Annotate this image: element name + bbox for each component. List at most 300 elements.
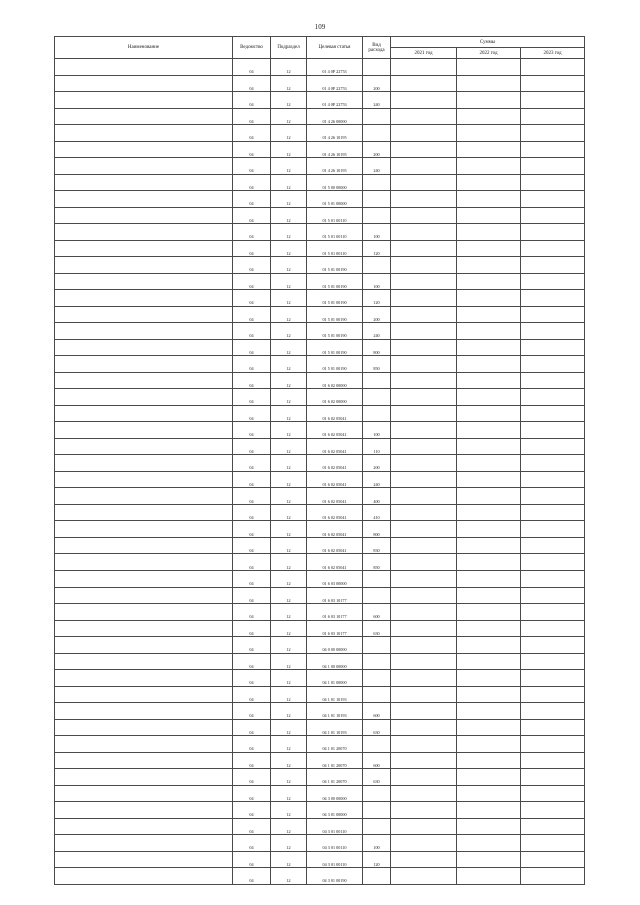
table-row <box>55 405 585 422</box>
cell-ministry: 04 <box>233 306 271 323</box>
cell-name <box>55 653 233 670</box>
cell-expense-type: 800 <box>363 521 391 538</box>
cell-expense-type: 120 <box>363 290 391 307</box>
cell-2023 <box>521 438 585 455</box>
cell-2021 <box>391 125 457 142</box>
cell-name <box>55 323 233 340</box>
cell-target-item: 01 6 02 05041 <box>307 537 363 554</box>
cell-expense-type: 850 <box>363 356 391 373</box>
cell-section: 12 <box>271 851 307 868</box>
cell-target-item: 04 3 01 00110 <box>307 851 363 868</box>
cell-target-item: 04 1 01 10193 <box>307 686 363 703</box>
cell-2023 <box>521 257 585 274</box>
cell-expense-type <box>363 59 391 76</box>
cell-expense-type: 400 <box>363 488 391 505</box>
cell-name <box>55 868 233 885</box>
table-row <box>55 438 585 455</box>
cell-name <box>55 207 233 224</box>
cell-expense-type <box>363 653 391 670</box>
cell-2023 <box>521 752 585 769</box>
cell-2021 <box>391 207 457 224</box>
cell-2021 <box>391 224 457 241</box>
cell-2022 <box>457 405 521 422</box>
cell-expense-type: 100 <box>363 224 391 241</box>
cell-2021 <box>391 587 457 604</box>
cell-section: 12 <box>271 75 307 92</box>
header-name: Наименование <box>55 37 233 59</box>
cell-2022 <box>457 752 521 769</box>
table-row <box>55 851 585 868</box>
cell-name <box>55 736 233 753</box>
cell-target-item: 01 5 01 00190 <box>307 273 363 290</box>
cell-expense-type <box>363 736 391 753</box>
cell-name <box>55 75 233 92</box>
cell-name <box>55 306 233 323</box>
cell-section: 12 <box>271 273 307 290</box>
cell-name <box>55 686 233 703</box>
cell-target-item: 01 6 02 05041 <box>307 455 363 472</box>
cell-target-item: 01 5 01 00190 <box>307 306 363 323</box>
cell-name <box>55 438 233 455</box>
cell-2021 <box>391 818 457 835</box>
cell-name <box>55 570 233 587</box>
cell-target-item: 01 4 26 00000 <box>307 108 363 125</box>
cell-expense-type <box>363 405 391 422</box>
header-ministry: Ведомство <box>233 37 271 59</box>
cell-name <box>55 703 233 720</box>
cell-2021 <box>391 438 457 455</box>
cell-2023 <box>521 521 585 538</box>
cell-2023 <box>521 719 585 736</box>
cell-expense-type: 120 <box>363 851 391 868</box>
cell-expense-type: 240 <box>363 158 391 175</box>
cell-2021 <box>391 158 457 175</box>
header-sums: Суммы <box>391 37 585 48</box>
cell-target-item: 01 4 0Р 22753 <box>307 75 363 92</box>
cell-expense-type: 110 <box>363 438 391 455</box>
cell-2022 <box>457 802 521 819</box>
cell-2021 <box>391 703 457 720</box>
cell-ministry: 04 <box>233 637 271 654</box>
cell-2022 <box>457 389 521 406</box>
cell-2023 <box>521 686 585 703</box>
cell-ministry: 04 <box>233 273 271 290</box>
cell-ministry: 04 <box>233 257 271 274</box>
cell-ministry: 04 <box>233 92 271 109</box>
cell-2021 <box>391 686 457 703</box>
table-row <box>55 686 585 703</box>
cell-section: 12 <box>271 224 307 241</box>
cell-section: 12 <box>271 785 307 802</box>
cell-2022 <box>457 637 521 654</box>
cell-2023 <box>521 620 585 637</box>
cell-name <box>55 92 233 109</box>
cell-2023 <box>521 141 585 158</box>
cell-name <box>55 273 233 290</box>
cell-expense-type <box>363 257 391 274</box>
cell-section: 12 <box>271 554 307 571</box>
cell-2023 <box>521 356 585 373</box>
cell-section: 12 <box>271 257 307 274</box>
cell-2022 <box>457 769 521 786</box>
cell-2023 <box>521 455 585 472</box>
cell-2021 <box>391 521 457 538</box>
cell-ministry: 04 <box>233 554 271 571</box>
cell-2022 <box>457 851 521 868</box>
cell-expense-type <box>363 191 391 208</box>
cell-2022 <box>457 75 521 92</box>
cell-2021 <box>391 92 457 109</box>
cell-2021 <box>391 108 457 125</box>
cell-target-item: 01 5 01 00190 <box>307 257 363 274</box>
cell-ministry: 04 <box>233 537 271 554</box>
cell-ministry: 04 <box>233 620 271 637</box>
cell-2022 <box>457 356 521 373</box>
cell-expense-type <box>363 587 391 604</box>
cell-name <box>55 174 233 191</box>
cell-2022 <box>457 273 521 290</box>
cell-section: 12 <box>271 703 307 720</box>
cell-section: 12 <box>271 521 307 538</box>
cell-target-item: 01 6 02 05041 <box>307 488 363 505</box>
cell-2022 <box>457 785 521 802</box>
table-row <box>55 323 585 340</box>
cell-target-item: 04 1 01 10193 <box>307 703 363 720</box>
cell-section: 12 <box>271 570 307 587</box>
cell-2023 <box>521 323 585 340</box>
cell-2023 <box>521 273 585 290</box>
table-row <box>55 207 585 224</box>
cell-target-item: 01 6 02 05041 <box>307 521 363 538</box>
cell-2021 <box>391 257 457 274</box>
cell-2022 <box>457 240 521 257</box>
cell-ministry: 04 <box>233 570 271 587</box>
cell-ministry: 04 <box>233 356 271 373</box>
cell-target-item: 01 5 01 00190 <box>307 356 363 373</box>
cell-ministry: 04 <box>233 653 271 670</box>
table-row <box>55 785 585 802</box>
cell-2022 <box>457 554 521 571</box>
cell-target-item: 04 1 01 00000 <box>307 670 363 687</box>
cell-2023 <box>521 504 585 521</box>
cell-name <box>55 587 233 604</box>
cell-section: 12 <box>271 653 307 670</box>
cell-ministry: 04 <box>233 719 271 736</box>
table-row <box>55 158 585 175</box>
cell-name <box>55 141 233 158</box>
cell-2022 <box>457 207 521 224</box>
cell-expense-type: 240 <box>363 92 391 109</box>
cell-target-item: 04 1 01 20070 <box>307 752 363 769</box>
cell-ministry: 04 <box>233 191 271 208</box>
cell-target-item: 01 5 01 00190 <box>307 339 363 356</box>
cell-2022 <box>457 158 521 175</box>
cell-2023 <box>521 389 585 406</box>
cell-section: 12 <box>271 141 307 158</box>
cell-name <box>55 422 233 439</box>
cell-2021 <box>391 240 457 257</box>
cell-target-item: 01 4 26 10195 <box>307 158 363 175</box>
cell-section: 12 <box>271 356 307 373</box>
cell-section: 12 <box>271 637 307 654</box>
cell-2022 <box>457 604 521 621</box>
budget-table <box>54 36 585 885</box>
page-number: 109 <box>314 23 326 31</box>
cell-2023 <box>521 290 585 307</box>
cell-2021 <box>391 141 457 158</box>
cell-2023 <box>521 339 585 356</box>
table-row <box>55 802 585 819</box>
cell-target-item: 01 5 01 00000 <box>307 191 363 208</box>
table-row <box>55 752 585 769</box>
cell-section: 12 <box>271 686 307 703</box>
cell-ministry: 04 <box>233 604 271 621</box>
cell-ministry: 04 <box>233 785 271 802</box>
cell-2023 <box>521 570 585 587</box>
cell-name <box>55 405 233 422</box>
cell-ministry: 04 <box>233 240 271 257</box>
cell-section: 12 <box>271 59 307 76</box>
cell-ministry: 04 <box>233 521 271 538</box>
cell-name <box>55 802 233 819</box>
table-row <box>55 92 585 109</box>
cell-target-item: 04 3 00 00000 <box>307 785 363 802</box>
cell-expense-type: 100 <box>363 422 391 439</box>
table-row <box>55 719 585 736</box>
cell-ministry: 04 <box>233 818 271 835</box>
cell-2023 <box>521 59 585 76</box>
cell-name <box>55 158 233 175</box>
cell-section: 12 <box>271 290 307 307</box>
table-row <box>55 306 585 323</box>
cell-2023 <box>521 306 585 323</box>
cell-expense-type <box>363 637 391 654</box>
cell-2021 <box>391 306 457 323</box>
cell-section: 12 <box>271 752 307 769</box>
cell-2023 <box>521 125 585 142</box>
cell-section: 12 <box>271 604 307 621</box>
cell-expense-type <box>363 372 391 389</box>
cell-name <box>55 851 233 868</box>
table-row <box>55 769 585 786</box>
cell-2023 <box>521 769 585 786</box>
cell-2023 <box>521 174 585 191</box>
cell-2023 <box>521 158 585 175</box>
cell-section: 12 <box>271 587 307 604</box>
cell-2021 <box>391 422 457 439</box>
table-row <box>55 703 585 720</box>
cell-2021 <box>391 570 457 587</box>
cell-2023 <box>521 405 585 422</box>
cell-2021 <box>391 719 457 736</box>
cell-section: 12 <box>271 240 307 257</box>
cell-ministry: 04 <box>233 835 271 852</box>
cell-name <box>55 125 233 142</box>
cell-2021 <box>391 769 457 786</box>
cell-section: 12 <box>271 207 307 224</box>
cell-ministry: 04 <box>233 868 271 885</box>
cell-section: 12 <box>271 818 307 835</box>
cell-2022 <box>457 290 521 307</box>
cell-section: 12 <box>271 455 307 472</box>
table-row <box>55 504 585 521</box>
table-row <box>55 471 585 488</box>
cell-expense-type: 100 <box>363 835 391 852</box>
cell-name <box>55 339 233 356</box>
cell-name <box>55 769 233 786</box>
cell-expense-type <box>363 389 391 406</box>
cell-2021 <box>391 802 457 819</box>
cell-2022 <box>457 306 521 323</box>
cell-name <box>55 240 233 257</box>
cell-ministry: 04 <box>233 471 271 488</box>
cell-section: 12 <box>271 769 307 786</box>
cell-ministry: 04 <box>233 389 271 406</box>
cell-name <box>55 670 233 687</box>
cell-section: 12 <box>271 719 307 736</box>
cell-target-item: 01 5 01 00190 <box>307 290 363 307</box>
cell-name <box>55 818 233 835</box>
cell-ministry: 04 <box>233 504 271 521</box>
cell-ministry: 04 <box>233 339 271 356</box>
cell-2022 <box>457 521 521 538</box>
cell-section: 12 <box>271 488 307 505</box>
cell-section: 12 <box>271 108 307 125</box>
cell-expense-type: 600 <box>363 752 391 769</box>
cell-target-item: 01 6 02 05041 <box>307 554 363 571</box>
cell-target-item: 01 4 26 10195 <box>307 125 363 142</box>
table-row <box>55 75 585 92</box>
cell-2023 <box>521 108 585 125</box>
cell-2021 <box>391 290 457 307</box>
cell-ministry: 04 <box>233 703 271 720</box>
cell-2023 <box>521 537 585 554</box>
cell-2022 <box>457 471 521 488</box>
cell-2022 <box>457 191 521 208</box>
cell-expense-type <box>363 125 391 142</box>
cell-2021 <box>391 191 457 208</box>
table-body <box>55 59 585 885</box>
cell-expense-type: 200 <box>363 455 391 472</box>
cell-section: 12 <box>271 405 307 422</box>
cell-2023 <box>521 604 585 621</box>
cell-expense-type: 830 <box>363 537 391 554</box>
cell-target-item: 04 3 01 00000 <box>307 802 363 819</box>
cell-name <box>55 554 233 571</box>
cell-2023 <box>521 471 585 488</box>
table-row <box>55 521 585 538</box>
cell-2022 <box>457 422 521 439</box>
table-row <box>55 372 585 389</box>
cell-target-item: 01 6 02 05041 <box>307 405 363 422</box>
cell-expense-type <box>363 207 391 224</box>
cell-target-item: 01 6 03 10177 <box>307 587 363 604</box>
cell-target-item: 01 6 02 05041 <box>307 438 363 455</box>
cell-2021 <box>391 752 457 769</box>
cell-2022 <box>457 372 521 389</box>
cell-target-item: 04 1 01 20070 <box>307 769 363 786</box>
cell-2022 <box>457 703 521 720</box>
cell-section: 12 <box>271 372 307 389</box>
cell-section: 12 <box>271 174 307 191</box>
cell-target-item: 01 5 01 00190 <box>307 323 363 340</box>
cell-2023 <box>521 75 585 92</box>
cell-expense-type: 600 <box>363 604 391 621</box>
cell-2022 <box>457 620 521 637</box>
cell-expense-type <box>363 108 391 125</box>
table-row <box>55 224 585 241</box>
cell-name <box>55 521 233 538</box>
cell-2022 <box>457 455 521 472</box>
cell-2021 <box>391 670 457 687</box>
cell-expense-type: 240 <box>363 323 391 340</box>
cell-target-item: 01 5 01 00110 <box>307 224 363 241</box>
cell-2021 <box>391 851 457 868</box>
cell-2023 <box>521 191 585 208</box>
cell-section: 12 <box>271 158 307 175</box>
cell-expense-type: 800 <box>363 339 391 356</box>
cell-2022 <box>457 174 521 191</box>
table-row <box>55 339 585 356</box>
cell-2023 <box>521 554 585 571</box>
cell-ministry: 04 <box>233 438 271 455</box>
cell-2022 <box>457 587 521 604</box>
table-row <box>55 554 585 571</box>
cell-2022 <box>457 224 521 241</box>
cell-2021 <box>391 554 457 571</box>
cell-name <box>55 108 233 125</box>
cell-2022 <box>457 670 521 687</box>
table-row <box>55 174 585 191</box>
cell-2021 <box>391 339 457 356</box>
table-row <box>55 356 585 373</box>
cell-2023 <box>521 92 585 109</box>
cell-ministry: 04 <box>233 108 271 125</box>
cell-2023 <box>521 653 585 670</box>
cell-2021 <box>391 537 457 554</box>
cell-target-item: 01 4 0Р 22753 <box>307 59 363 76</box>
cell-name <box>55 752 233 769</box>
cell-ministry: 04 <box>233 323 271 340</box>
table-row <box>55 604 585 621</box>
cell-2023 <box>521 207 585 224</box>
cell-2023 <box>521 868 585 885</box>
cell-ministry: 04 <box>233 769 271 786</box>
cell-2022 <box>457 323 521 340</box>
cell-target-item: 01 6 02 05041 <box>307 471 363 488</box>
cell-ministry: 04 <box>233 224 271 241</box>
cell-name <box>55 835 233 852</box>
cell-section: 12 <box>271 191 307 208</box>
cell-target-item: 01 6 02 00000 <box>307 372 363 389</box>
table-row <box>55 637 585 654</box>
table-row <box>55 570 585 587</box>
cell-section: 12 <box>271 736 307 753</box>
cell-2021 <box>391 868 457 885</box>
table-row <box>55 670 585 687</box>
cell-section: 12 <box>271 868 307 885</box>
cell-2021 <box>391 504 457 521</box>
cell-section: 12 <box>271 306 307 323</box>
cell-name <box>55 785 233 802</box>
cell-2021 <box>391 389 457 406</box>
cell-expense-type: 630 <box>363 719 391 736</box>
table-row <box>55 488 585 505</box>
cell-expense-type: 200 <box>363 306 391 323</box>
cell-expense-type <box>363 570 391 587</box>
table-row <box>55 141 585 158</box>
cell-2021 <box>391 835 457 852</box>
